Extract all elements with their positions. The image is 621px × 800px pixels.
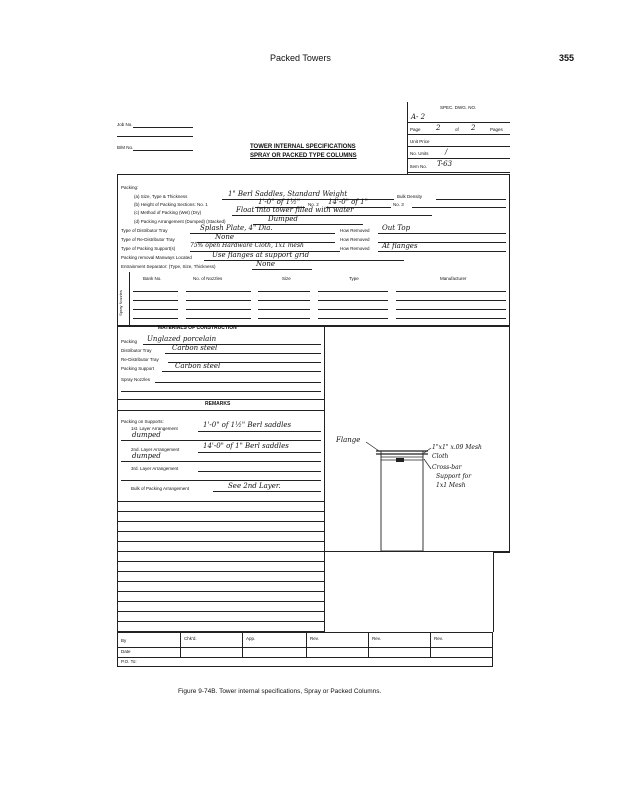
page-value: 2	[436, 124, 441, 132]
spec-dwg-label: SPEC. DWG. NO.	[440, 105, 477, 110]
running-title: Packed Towers	[270, 53, 331, 63]
sketch-note2-c: 1x1 Mesh	[436, 482, 466, 489]
no3-label: No. 3	[393, 202, 404, 207]
figure-caption: Figure 9-74B. Tower internal specifications, Spray or Packed Columns.	[178, 688, 382, 695]
entrainment-value: None	[256, 260, 275, 268]
method-value: Float into tower filled with water	[236, 206, 354, 214]
sketch-flange-label: Flange	[336, 436, 361, 444]
footer-by: By	[121, 638, 127, 643]
col-bank-no: Bank No.	[143, 276, 162, 281]
page-number: 355	[559, 53, 575, 63]
spec-dwg-value: A- 2	[411, 113, 426, 121]
layer2-label: 2nd. Layer Arrangement	[131, 447, 180, 452]
support-label: Type of Packing Support(s)	[121, 246, 176, 251]
bm-no-label: B/M No.	[117, 145, 134, 150]
distributor-how-removed-label: How Removed	[340, 228, 370, 233]
mat-support-label: Packing Support	[121, 366, 155, 371]
form-title-line2: SPRAY OR PACKED TYPE COLUMNS	[250, 153, 357, 159]
layer1-value2: dumped	[132, 431, 161, 439]
support-removed-value: At flanges	[382, 242, 418, 250]
of-value: 2	[471, 124, 476, 132]
footer-date: Date	[121, 649, 131, 654]
sketch-note1-b: Cloth	[432, 453, 449, 460]
arrangement-value: Dumped	[268, 215, 298, 223]
redistributor-value: None	[215, 233, 234, 241]
no-units-label: No. Units	[410, 151, 429, 156]
bulk-density-label: Bulk Density	[397, 194, 423, 199]
footer-rev3: Rev.	[434, 636, 443, 641]
col-no-of-nozzles: No. of Nozzles	[193, 276, 223, 281]
support-value: 75% open Hardware Cloth, 1x1 mesh	[190, 242, 304, 249]
support-how-removed-label: How Removed	[340, 246, 370, 251]
distributor-value: Splash Plate, 4" Dia.	[200, 224, 273, 232]
job-no-label: Job No.	[117, 122, 133, 127]
pages-label: Pages	[490, 127, 503, 132]
redistributor-label: Type of Re-Distributor Tray	[121, 237, 175, 242]
method-label: (c) Method of Packing (Wet) (Dry)	[134, 210, 202, 215]
arrangement-label: (d) Packing Arrangement (Dumped) (Stacked)	[134, 219, 226, 224]
sketch-note2-a: Cross-bar	[432, 464, 462, 471]
bulk-label: Bulk of Packing Arrangement	[131, 486, 190, 491]
remarks-title: REMARKS	[205, 401, 231, 407]
sketch-note1-a: 1"x1" x.09 Mesh	[432, 444, 482, 451]
footer-rev1: Rev.	[310, 636, 319, 641]
col-type: Type	[349, 276, 359, 281]
mat-packing-value: Unglazed porcelain	[147, 335, 217, 343]
distributor-removed-value: Out Top	[382, 224, 411, 232]
no2-label: No. 2	[308, 202, 319, 207]
col-size: Size	[282, 276, 291, 281]
manways-label: Packing removal Manways Located	[121, 255, 192, 260]
item-no-label: Item No.	[410, 164, 428, 169]
spray-nozzles-label: Spray Nozzles	[118, 290, 123, 316]
mat-packing-label: Packing	[121, 339, 138, 344]
size-type-label: (a) Size, Type & Thickness	[134, 194, 188, 199]
col-manufacturer: Manufacturer	[440, 276, 467, 281]
size-type-value: 1" Berl Saddles, Standard Weight	[228, 190, 348, 198]
mat-distributor-value: Carbon steel	[172, 344, 218, 352]
height-label: (b) Height of Packing Sections: No. 1	[134, 202, 208, 207]
distributor-label: Type of Distributor Tray	[121, 228, 168, 233]
footer-rev2: Rev.	[372, 636, 381, 641]
mat-distributor-label: Distributor Tray	[121, 348, 152, 353]
layer2-value: 14'-0" of 1" Berl saddles	[203, 442, 289, 450]
layer3-label: 3rd. Layer Arrangement	[131, 466, 179, 471]
bulk-value: See 2nd Layer.	[228, 482, 281, 490]
manways-value: Use flanges at support grid	[212, 251, 310, 259]
redistributor-how-removed-label: How Removed	[340, 237, 370, 242]
unit-price-label: Unit Price	[410, 139, 430, 144]
of-label: of	[455, 127, 459, 132]
layer1-value: 1'-0" of 1½" Berl saddles	[203, 421, 292, 429]
height-no1-value: 1'-0" of 1½"	[258, 198, 301, 206]
layer2-value2: dumped	[132, 452, 161, 460]
no-units-value: /	[445, 148, 448, 156]
footer-app: App.	[246, 636, 256, 641]
mat-spray-label: Spray Nozzles	[121, 377, 151, 382]
no2-value: 14'-0" of 1"	[328, 198, 368, 206]
item-no-value: T-63	[437, 160, 453, 168]
materials-title: MATERIALS OF CONSTRUCTION	[158, 325, 237, 331]
layer1-label: 1st. Layer Arrangement	[131, 426, 178, 431]
page-label: Page	[410, 127, 421, 132]
mat-redistributor-label: Re-Distributor Tray	[121, 357, 159, 362]
packing-label: Packing:	[121, 185, 139, 190]
footer-chkd: Chk'd.	[184, 636, 197, 641]
sketch-note2-b: Support for	[436, 473, 472, 480]
packing-on-supports-label: Packing on Supports:	[121, 419, 164, 424]
mat-support-value: Carbon steel	[175, 362, 221, 370]
form-title-line1: TOWER INTERNAL SPECIFICATIONS	[250, 144, 356, 150]
entrainment-label: Entrainment Separator: (Type, Size, Thickness)	[121, 264, 216, 269]
footer-po: P.O. To:	[121, 659, 137, 664]
